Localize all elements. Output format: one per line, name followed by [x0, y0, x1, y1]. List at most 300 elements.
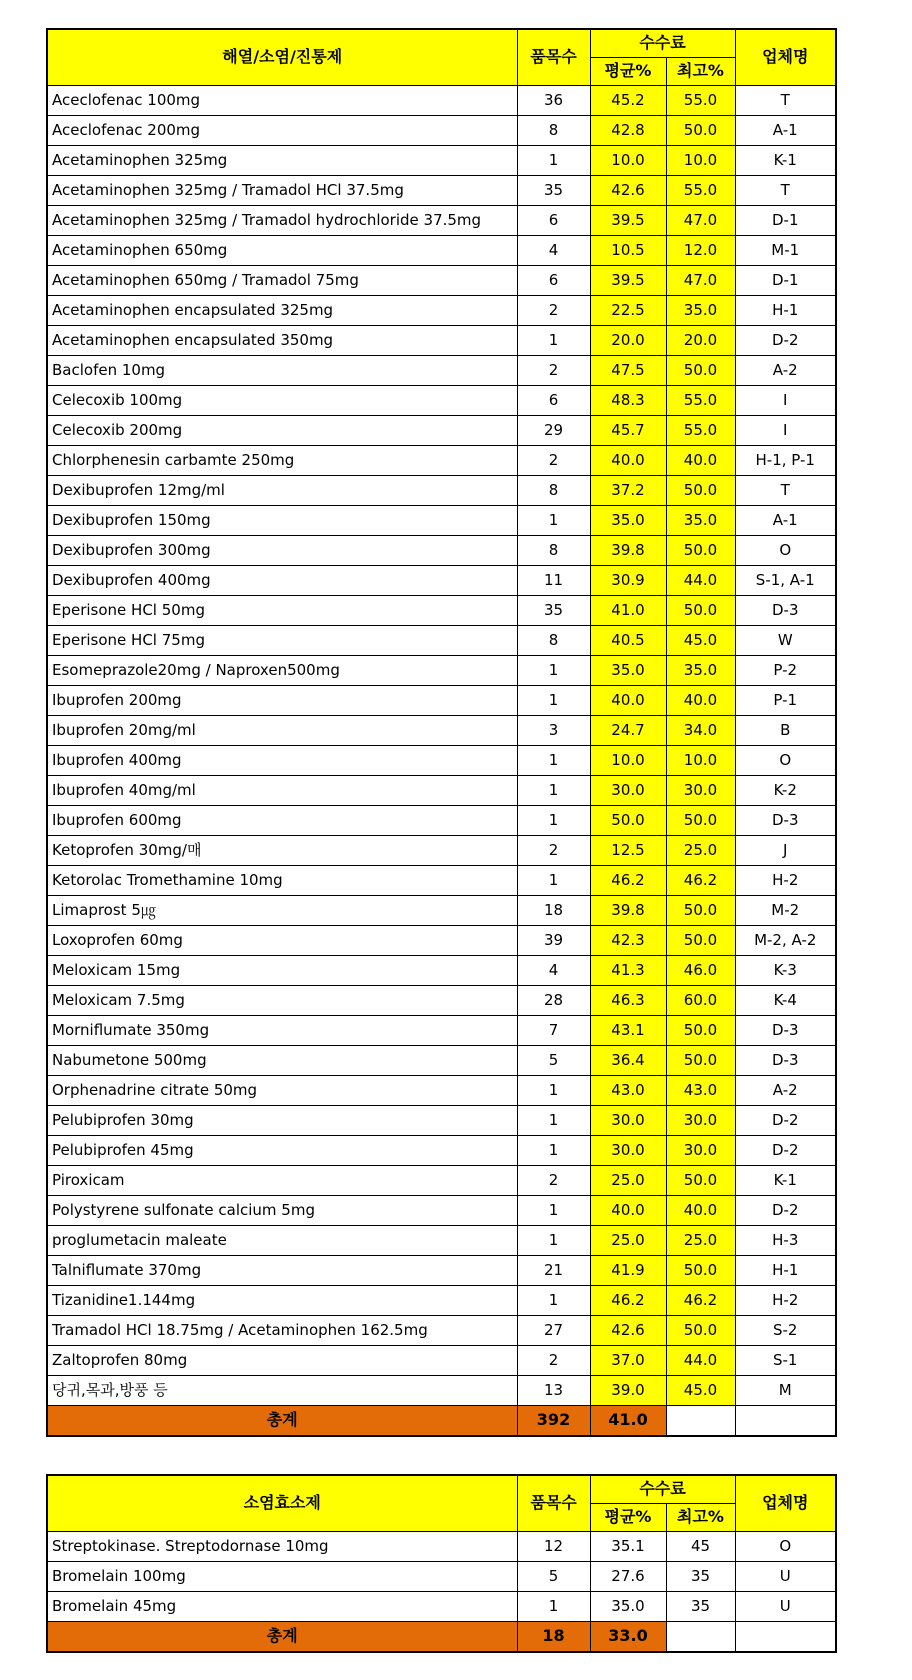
table-row — [47, 1195, 836, 1225]
table-row — [47, 925, 836, 955]
table-row — [47, 715, 836, 745]
max-cell: 20.0 — [666, 325, 735, 355]
count-cell: 1 — [517, 1075, 590, 1105]
count-cell: 2 — [517, 355, 590, 385]
avg-cell: 10.5 — [590, 235, 666, 265]
company-header: 업체명 — [735, 1475, 836, 1531]
max-cell: 25.0 — [666, 835, 735, 865]
drug-name-cell: Acetaminophen encapsulated 325mg — [47, 295, 517, 325]
drug-name-cell: Aceclofenac 100mg — [47, 85, 517, 115]
drug-name-cell: Polystyrene sulfonate calcium 5mg — [47, 1195, 517, 1225]
max-cell: 55.0 — [666, 85, 735, 115]
avg-cell: 30.9 — [590, 565, 666, 595]
table-row — [47, 835, 836, 865]
avg-cell: 41.0 — [590, 595, 666, 625]
drug-name-cell: Pelubiprofen 45mg — [47, 1135, 517, 1165]
avg-cell: 40.5 — [590, 625, 666, 655]
drug-name-cell: Chlorphenesin carbamte 250mg — [47, 445, 517, 475]
total-empty — [666, 1405, 735, 1436]
table-row — [47, 295, 836, 325]
max-cell: 50.0 — [666, 805, 735, 835]
drug-name-cell: Dexibuprofen 400mg — [47, 565, 517, 595]
company-cell: H-1 — [735, 1255, 836, 1285]
total-empty — [735, 1621, 836, 1652]
count-cell: 35 — [517, 175, 590, 205]
company-cell: D-2 — [735, 325, 836, 355]
max-cell: 50.0 — [666, 115, 735, 145]
drug-name-cell: Celecoxib 200mg — [47, 415, 517, 445]
company-cell: H-1, P-1 — [735, 445, 836, 475]
drug-name-cell: Bromelain 45mg — [47, 1591, 517, 1621]
max-cell: 35 — [666, 1561, 735, 1591]
avg-cell: 40.0 — [590, 1195, 666, 1225]
max-header: 최고% — [666, 1503, 735, 1531]
drug-name-cell: Limaprost 5㎍ — [47, 895, 517, 925]
count-cell: 2 — [517, 835, 590, 865]
company-cell: A-2 — [735, 355, 836, 385]
max-cell: 40.0 — [666, 445, 735, 475]
table-row — [47, 535, 836, 565]
max-cell: 50.0 — [666, 1045, 735, 1075]
avg-cell: 45.2 — [590, 85, 666, 115]
count-cell: 2 — [517, 1165, 590, 1195]
company-cell: I — [735, 385, 836, 415]
avg-header: 평균% — [590, 57, 666, 85]
max-cell: 50.0 — [666, 895, 735, 925]
max-cell: 46.0 — [666, 955, 735, 985]
company-cell: D-2 — [735, 1105, 836, 1135]
avg-cell: 45.7 — [590, 415, 666, 445]
max-cell: 50.0 — [666, 1315, 735, 1345]
count-cell: 1 — [517, 775, 590, 805]
max-cell: 50.0 — [666, 925, 735, 955]
count-cell: 2 — [517, 295, 590, 325]
company-cell: O — [735, 535, 836, 565]
avg-cell: 43.0 — [590, 1075, 666, 1105]
avg-cell: 36.4 — [590, 1045, 666, 1075]
max-cell: 50.0 — [666, 535, 735, 565]
count-cell: 3 — [517, 715, 590, 745]
drug-name-cell: Ibuprofen 40mg/ml — [47, 775, 517, 805]
company-cell: A-1 — [735, 505, 836, 535]
company-cell: H-3 — [735, 1225, 836, 1255]
avg-cell: 30.0 — [590, 775, 666, 805]
company-cell: O — [735, 1531, 836, 1561]
drug-name-cell: Dexibuprofen 150mg — [47, 505, 517, 535]
count-cell: 13 — [517, 1375, 590, 1405]
max-cell: 60.0 — [666, 985, 735, 1015]
max-cell: 35.0 — [666, 505, 735, 535]
drug-name-cell: Tizanidine1.144mg — [47, 1285, 517, 1315]
drug-name-cell: Ketoprofen 30mg/매 — [47, 835, 517, 865]
max-cell: 50.0 — [666, 1255, 735, 1285]
count-header: 품목수 — [517, 29, 590, 85]
table-row — [47, 1375, 836, 1405]
max-cell: 30.0 — [666, 1135, 735, 1165]
company-cell: K-2 — [735, 775, 836, 805]
avg-cell: 35.1 — [590, 1531, 666, 1561]
company-cell: M-2, A-2 — [735, 925, 836, 955]
drug-name-cell: Meloxicam 7.5mg — [47, 985, 517, 1015]
max-cell: 40.0 — [666, 1195, 735, 1225]
table-row — [47, 1345, 836, 1375]
avg-cell: 20.0 — [590, 325, 666, 355]
total-row — [47, 1621, 836, 1652]
enzyme-table — [46, 1474, 837, 1653]
max-cell: 45 — [666, 1531, 735, 1561]
avg-cell: 40.0 — [590, 445, 666, 475]
drug-name-cell: proglumetacin maleate — [47, 1225, 517, 1255]
drug-name-cell: Tramadol HCl 18.75mg / Acetaminophen 162.5mg — [47, 1315, 517, 1345]
table-row — [47, 1285, 836, 1315]
avg-cell: 39.8 — [590, 895, 666, 925]
max-cell: 50.0 — [666, 1015, 735, 1045]
count-cell: 2 — [517, 1345, 590, 1375]
avg-cell: 39.5 — [590, 265, 666, 295]
table-row — [47, 385, 836, 415]
count-cell: 8 — [517, 115, 590, 145]
company-cell: K-1 — [735, 145, 836, 175]
drug-name-cell: Ketorolac Tromethamine 10mg — [47, 865, 517, 895]
count-cell: 7 — [517, 1015, 590, 1045]
max-cell: 34.0 — [666, 715, 735, 745]
count-cell: 8 — [517, 535, 590, 565]
drug-name-cell: Eperisone HCl 75mg — [47, 625, 517, 655]
avg-cell: 27.6 — [590, 1561, 666, 1591]
table-row — [47, 955, 836, 985]
table-row — [47, 895, 836, 925]
avg-cell: 46.2 — [590, 865, 666, 895]
avg-cell: 42.8 — [590, 115, 666, 145]
avg-cell: 47.5 — [590, 355, 666, 385]
table-row — [47, 595, 836, 625]
drug-name-cell: Zaltoprofen 80mg — [47, 1345, 517, 1375]
company-cell: D-3 — [735, 1015, 836, 1045]
company-cell: U — [735, 1561, 836, 1591]
table-row — [47, 205, 836, 235]
table-row — [47, 1075, 836, 1105]
company-cell: D-2 — [735, 1135, 836, 1165]
count-cell: 2 — [517, 445, 590, 475]
company-cell: D-1 — [735, 205, 836, 235]
count-cell: 1 — [517, 325, 590, 355]
avg-cell: 39.8 — [590, 535, 666, 565]
table-row — [47, 1105, 836, 1135]
count-cell: 1 — [517, 145, 590, 175]
category-header: 소염효소제 — [47, 1475, 517, 1531]
total-row — [47, 1405, 836, 1436]
company-cell: J — [735, 835, 836, 865]
count-cell: 21 — [517, 1255, 590, 1285]
max-cell: 40.0 — [666, 685, 735, 715]
total-count: 18 — [517, 1621, 590, 1652]
avg-cell: 41.3 — [590, 955, 666, 985]
count-cell: 1 — [517, 805, 590, 835]
company-cell: H-2 — [735, 865, 836, 895]
count-cell: 11 — [517, 565, 590, 595]
max-cell: 47.0 — [666, 265, 735, 295]
company-cell: K-3 — [735, 955, 836, 985]
max-cell: 55.0 — [666, 415, 735, 445]
company-cell: A-2 — [735, 1075, 836, 1105]
drug-name-cell: Talniflumate 370mg — [47, 1255, 517, 1285]
drug-name-cell: Baclofen 10mg — [47, 355, 517, 385]
count-cell: 1 — [517, 685, 590, 715]
drug-name-cell: Ibuprofen 600mg — [47, 805, 517, 835]
table-row — [47, 1225, 836, 1255]
antipyretic-table — [46, 28, 837, 1437]
drug-name-cell: Dexibuprofen 12mg/ml — [47, 475, 517, 505]
total-empty — [666, 1621, 735, 1652]
avg-cell: 39.0 — [590, 1375, 666, 1405]
avg-cell: 42.6 — [590, 1315, 666, 1345]
drug-name-cell: Orphenadrine citrate 50mg — [47, 1075, 517, 1105]
total-empty — [735, 1405, 836, 1436]
table-row — [47, 145, 836, 175]
drug-name-cell: Dexibuprofen 300mg — [47, 535, 517, 565]
max-cell: 44.0 — [666, 565, 735, 595]
company-cell: D-3 — [735, 595, 836, 625]
table-row — [47, 1561, 836, 1591]
count-cell: 1 — [517, 1285, 590, 1315]
category-header: 해열/소염/진통제 — [47, 29, 517, 85]
count-cell: 28 — [517, 985, 590, 1015]
max-cell: 50.0 — [666, 355, 735, 385]
total-avg: 33.0 — [590, 1621, 666, 1652]
count-cell: 5 — [517, 1045, 590, 1075]
max-cell: 12.0 — [666, 235, 735, 265]
max-cell: 43.0 — [666, 1075, 735, 1105]
table-row — [47, 1135, 836, 1165]
drug-name-cell: Morniflumate 350mg — [47, 1015, 517, 1045]
avg-cell: 30.0 — [590, 1135, 666, 1165]
table-row — [47, 265, 836, 295]
company-cell: M-1 — [735, 235, 836, 265]
company-cell: D-3 — [735, 805, 836, 835]
table-row — [47, 1045, 836, 1075]
company-cell: W — [735, 625, 836, 655]
count-cell: 1 — [517, 1135, 590, 1165]
max-cell: 45.0 — [666, 1375, 735, 1405]
count-cell: 1 — [517, 745, 590, 775]
max-cell: 50.0 — [666, 595, 735, 625]
max-cell: 35 — [666, 1591, 735, 1621]
max-cell: 45.0 — [666, 625, 735, 655]
table-row — [47, 1255, 836, 1285]
avg-cell: 24.7 — [590, 715, 666, 745]
company-header: 업체명 — [735, 29, 836, 85]
drug-name-cell: Acetaminophen 325mg — [47, 145, 517, 175]
drug-name-cell: Acetaminophen 650mg — [47, 235, 517, 265]
table-row — [47, 415, 836, 445]
drug-name-cell: Eperisone HCl 50mg — [47, 595, 517, 625]
company-cell: T — [735, 475, 836, 505]
avg-cell: 42.6 — [590, 175, 666, 205]
drug-name-cell: Streptokinase. Streptodornase 10mg — [47, 1531, 517, 1561]
max-cell: 35.0 — [666, 295, 735, 325]
company-cell: S-1 — [735, 1345, 836, 1375]
max-cell: 55.0 — [666, 175, 735, 205]
avg-cell: 43.1 — [590, 1015, 666, 1045]
count-cell: 5 — [517, 1561, 590, 1591]
count-cell: 12 — [517, 1531, 590, 1561]
table-row — [47, 565, 836, 595]
avg-cell: 22.5 — [590, 295, 666, 325]
count-cell: 1 — [517, 1591, 590, 1621]
avg-cell: 35.0 — [590, 1591, 666, 1621]
count-cell: 8 — [517, 475, 590, 505]
table-row — [47, 865, 836, 895]
avg-cell: 41.9 — [590, 1255, 666, 1285]
table-row — [47, 445, 836, 475]
table-row — [47, 1165, 836, 1195]
table-row — [47, 85, 836, 115]
table-row — [47, 1315, 836, 1345]
total-avg: 41.0 — [590, 1405, 666, 1436]
company-cell: T — [735, 85, 836, 115]
total-label: 총계 — [47, 1621, 517, 1652]
avg-cell: 50.0 — [590, 805, 666, 835]
table-body — [47, 85, 836, 1405]
max-header: 최고% — [666, 57, 735, 85]
max-cell: 10.0 — [666, 745, 735, 775]
drug-name-cell: Ibuprofen 20mg/ml — [47, 715, 517, 745]
company-cell: S-2 — [735, 1315, 836, 1345]
table-row — [47, 655, 836, 685]
drug-name-cell: Ibuprofen 400mg — [47, 745, 517, 775]
avg-cell: 39.5 — [590, 205, 666, 235]
table-row — [47, 1531, 836, 1561]
avg-cell: 40.0 — [590, 685, 666, 715]
max-cell: 35.0 — [666, 655, 735, 685]
company-cell: H-2 — [735, 1285, 836, 1315]
total-label: 총계 — [47, 1405, 517, 1436]
table-row — [47, 505, 836, 535]
avg-header: 평균% — [590, 1503, 666, 1531]
avg-cell: 42.3 — [590, 925, 666, 955]
count-cell: 4 — [517, 235, 590, 265]
drug-name-cell: Pelubiprofen 30mg — [47, 1105, 517, 1135]
company-cell: D-2 — [735, 1195, 836, 1225]
count-cell: 36 — [517, 85, 590, 115]
max-cell: 10.0 — [666, 145, 735, 175]
count-header: 품목수 — [517, 1475, 590, 1531]
fee-header: 수수료 — [590, 29, 735, 57]
total-count: 392 — [517, 1405, 590, 1436]
company-cell: M — [735, 1375, 836, 1405]
avg-cell: 10.0 — [590, 145, 666, 175]
max-cell: 47.0 — [666, 205, 735, 235]
drug-name-cell: Aceclofenac 200mg — [47, 115, 517, 145]
company-cell: B — [735, 715, 836, 745]
company-cell: T — [735, 175, 836, 205]
company-cell: M-2 — [735, 895, 836, 925]
drug-name-cell: Esomeprazole20mg / Naproxen500mg — [47, 655, 517, 685]
avg-cell: 37.0 — [590, 1345, 666, 1375]
drug-name-cell: 당귀,목과,방풍 등 — [47, 1375, 517, 1405]
company-cell: K-4 — [735, 985, 836, 1015]
count-cell: 29 — [517, 415, 590, 445]
avg-cell: 25.0 — [590, 1165, 666, 1195]
count-cell: 6 — [517, 205, 590, 235]
avg-cell: 12.5 — [590, 835, 666, 865]
avg-cell: 25.0 — [590, 1225, 666, 1255]
table-row — [47, 625, 836, 655]
avg-cell: 30.0 — [590, 1105, 666, 1135]
count-cell: 1 — [517, 655, 590, 685]
count-cell: 6 — [517, 385, 590, 415]
table-row — [47, 1591, 836, 1621]
company-cell: P-2 — [735, 655, 836, 685]
drug-name-cell: Nabumetone 500mg — [47, 1045, 517, 1075]
table-row — [47, 745, 836, 775]
max-cell: 50.0 — [666, 1165, 735, 1195]
table-row — [47, 355, 836, 385]
max-cell: 25.0 — [666, 1225, 735, 1255]
drug-name-cell: Piroxicam — [47, 1165, 517, 1195]
avg-cell: 46.2 — [590, 1285, 666, 1315]
company-cell: D-1 — [735, 265, 836, 295]
company-cell: H-1 — [735, 295, 836, 325]
drug-name-cell: Acetaminophen 650mg / Tramadol 75mg — [47, 265, 517, 295]
table-row — [47, 775, 836, 805]
avg-cell: 37.2 — [590, 475, 666, 505]
table-row — [47, 115, 836, 145]
count-cell: 18 — [517, 895, 590, 925]
count-cell: 8 — [517, 625, 590, 655]
avg-cell: 35.0 — [590, 505, 666, 535]
count-cell: 1 — [517, 1105, 590, 1135]
max-cell: 30.0 — [666, 1105, 735, 1135]
count-cell: 35 — [517, 595, 590, 625]
company-cell: P-1 — [735, 685, 836, 715]
max-cell: 46.2 — [666, 865, 735, 895]
company-cell: I — [735, 415, 836, 445]
avg-cell: 35.0 — [590, 655, 666, 685]
table-row — [47, 685, 836, 715]
company-cell: S-1, A-1 — [735, 565, 836, 595]
max-cell: 44.0 — [666, 1345, 735, 1375]
drug-name-cell: Bromelain 100mg — [47, 1561, 517, 1591]
count-cell: 1 — [517, 1195, 590, 1225]
max-cell: 46.2 — [666, 1285, 735, 1315]
table-row — [47, 475, 836, 505]
table-row — [47, 985, 836, 1015]
fee-header: 수수료 — [590, 1475, 735, 1503]
count-cell: 27 — [517, 1315, 590, 1345]
company-cell: K-1 — [735, 1165, 836, 1195]
avg-cell: 10.0 — [590, 745, 666, 775]
table-row — [47, 235, 836, 265]
drug-name-cell: Acetaminophen 325mg / Tramadol hydrochloride 37.5mg — [47, 205, 517, 235]
table-body — [47, 1531, 836, 1621]
drug-name-cell: Loxoprofen 60mg — [47, 925, 517, 955]
avg-cell: 48.3 — [590, 385, 666, 415]
count-cell: 6 — [517, 265, 590, 295]
max-cell: 55.0 — [666, 385, 735, 415]
count-cell: 1 — [517, 1225, 590, 1255]
drug-name-cell: Ibuprofen 200mg — [47, 685, 517, 715]
company-cell: A-1 — [735, 115, 836, 145]
count-cell: 1 — [517, 505, 590, 535]
drug-name-cell: Acetaminophen encapsulated 350mg — [47, 325, 517, 355]
max-cell: 30.0 — [666, 775, 735, 805]
company-cell: D-3 — [735, 1045, 836, 1075]
drug-name-cell: Celecoxib 100mg — [47, 385, 517, 415]
count-cell: 1 — [517, 865, 590, 895]
count-cell: 4 — [517, 955, 590, 985]
drug-name-cell: Meloxicam 15mg — [47, 955, 517, 985]
